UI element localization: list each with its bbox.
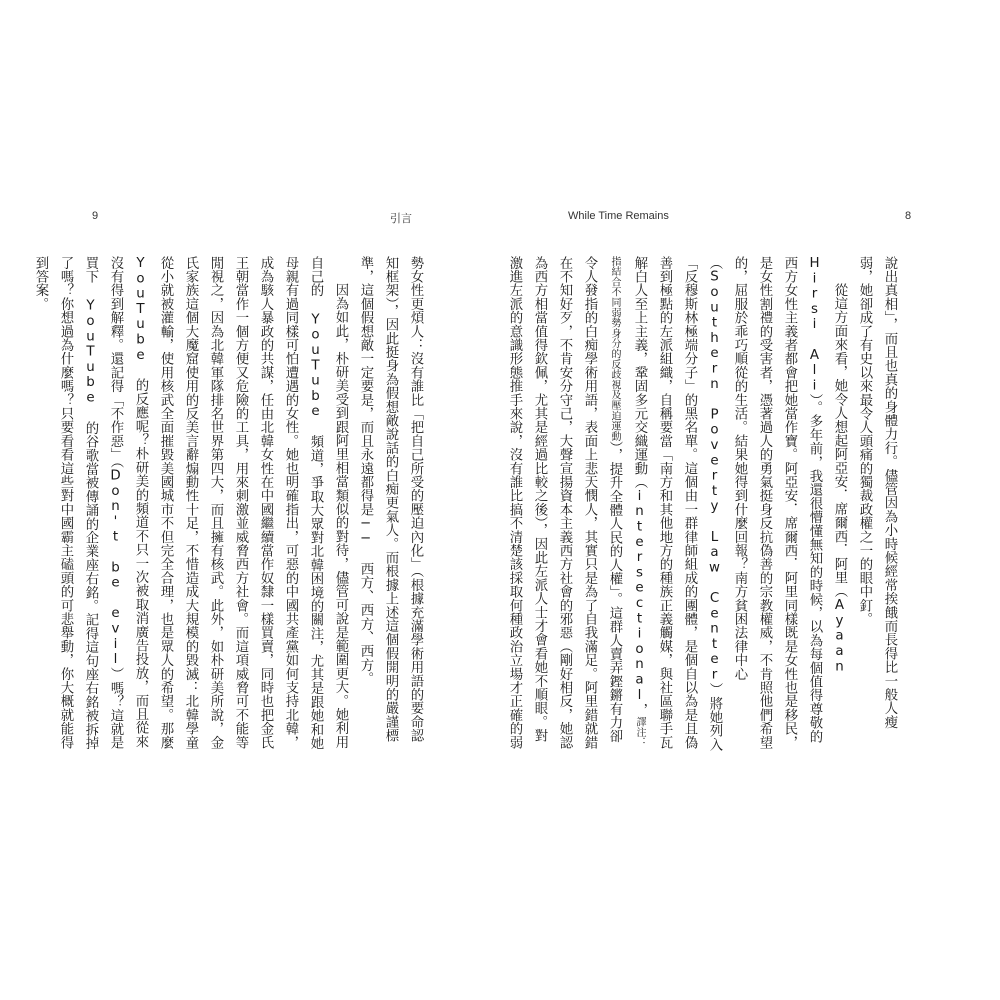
running-header: While Time Remains [568, 210, 669, 222]
translator-note: 譯注：指結合不同弱勢身分的反歧視及壓迫運動 [609, 256, 645, 748]
paragraph-text: 從這方面來看，她令人想起阿亞安．席爾西．阿里（Ayaan Hirsi Ali）。多年前，我還很懵懂無知的時候，以為每個值得尊敬的西方女性主義者都會把她當作寶。阿亞安．席爾西．阿里同樣既是女性也是移民，是女性割禮的受害者，憑著過人的勇氣挺身反抗偽善的宗教權威，不肯照他們希望的，屈服於乖巧順從的生活。結果她得到什麼回報？南方貧困法律中心（Southern Poverty Law Center）將她列入「反穆斯林極端分子」的黑名單。這個由一群律師組成的團體，是個自以為是且偽善到極點的左派組織，自稱要當「南方和其他地方的種族正義觸媒，與社區聯手瓦解白人至上主義，鞏固多元交織運動（ [632, 256, 847, 752]
paragraph [502, 256, 852, 756]
page-number: 8 [905, 210, 912, 222]
body-text [507, 256, 902, 756]
right-page [500, 0, 1000, 1000]
paragraph: 說出真相」，而且也真的身體力行。儘管因為小時候經常挨餓而長得比一般人瘦弱，她卻成了有史以來最令人頭痛的獨裁政權之一的眼中釘。 [857, 256, 897, 729]
page-number: 9 [92, 210, 99, 222]
body-text [33, 256, 428, 756]
paragraph-text: ），提升全體人民的人權」。這群人賣弄鏗鏘有力卻令人發指的白痴學術用語，表面上悲天憫人，其實只是為了自我滿足。阿里錯就錯在不知好歹，不肯安分守己，大聲宣揚資本主義西方社會的邪惡（剛好相反，她認為西方相當值得欽佩，尤其是經過比較之後），因此左派人士才會看她不順眼。對激進左派的意識形態推手來說，沒有誰比搞不清楚該採取何種政治立場才正確的弱 [507, 256, 622, 750]
running-header: 引言 [390, 213, 412, 225]
paragraph-text: intersectional， [632, 488, 647, 717]
paragraph: 因為如此，朴研美受到跟阿里相當類似的對待，儘管可說是範圍更大。她利用自己的 YouTube 頻道，爭取大眾對北韓困境的關注，尤其是跟她和她母親有過同樣可怕遭遇的女性。她也明確指出，可惡的中國共產黨如何支持北韓，成為駭人暴政的共謀，任由北韓女性在中國繼續當作奴隸一樣買賣，同時也把金氏王朝當作一個方便又危險的工具，用來刺激並威脅西方社會。而這項威脅可不能等閒視之，因為北韓軍隊排名世界第四大，而且擁有核武。此外，如朴研美所說，金氏家族這個大魔窟使用的反美言辭煽動性十足，不惜造成大規模的毀滅：北韓學童從小就被灌輸，使用核武全面摧毀美國城市不但完全合理，也是眾人的希望。那麼 YouTube 的反應呢？朴研美的頻道不只一次被取消廣告投放，而且從來沒有得到解釋。還記得「不作惡」（Don't be evil）嗎？這就是買下 YouTube 的谷歌當被傳誦的企業座右銘。記得這句座右銘被拆掉了嗎？你想過為什麼嗎？只要看看這些對中國霸主磕頭的可悲舉動，你大概就能得到答案。 [33, 256, 348, 750]
paragraph: 勢女性更煩人：沒有誰比「把自己所受的壓迫內化」（根據充滿學術用語的要命認知框架），因此挺身為假想敵說話的白痴更氣人。而根據上述這個假開明的嚴謹標準，這個假想敵一定要是，而且永遠都得是── 西方、西方、西方。 [358, 256, 423, 743]
